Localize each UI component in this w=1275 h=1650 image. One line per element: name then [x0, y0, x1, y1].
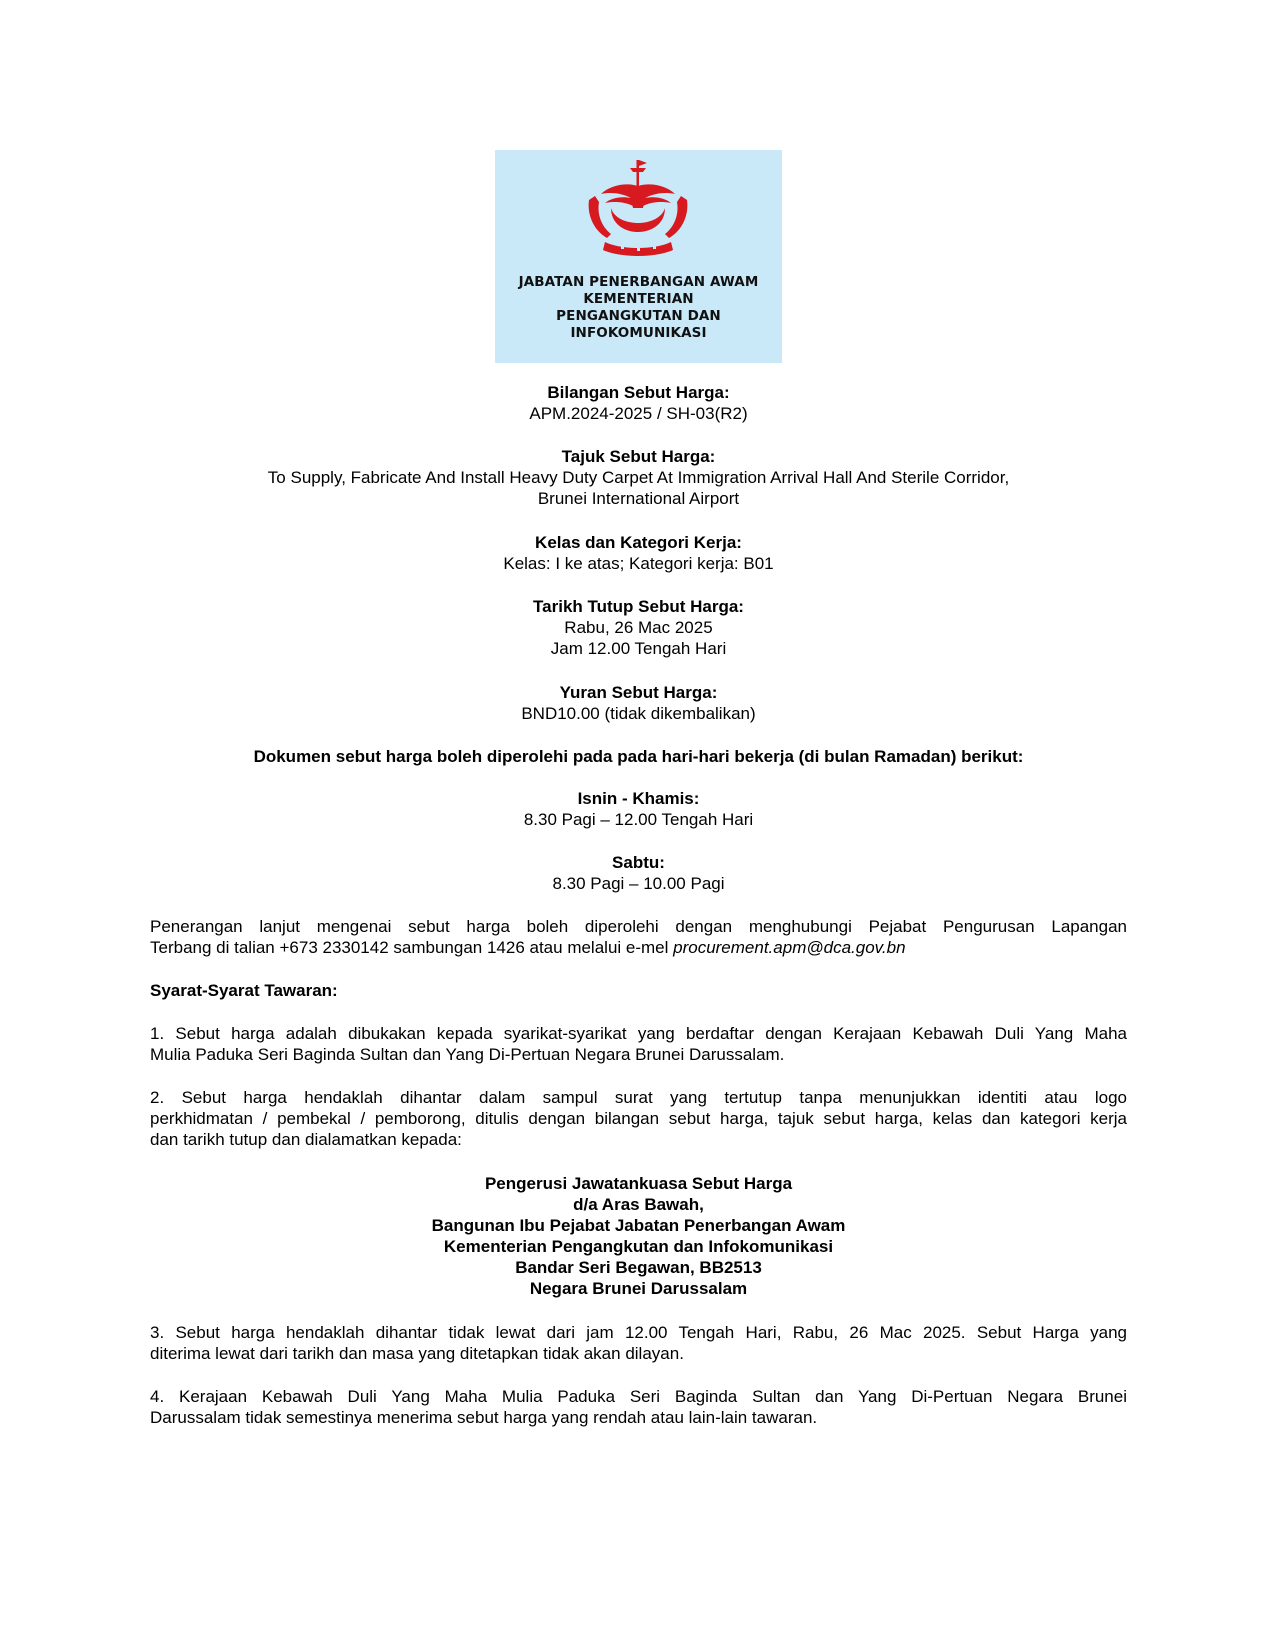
address-line: Kementerian Pengangkutan dan Infokomunikasi: [443, 1237, 834, 1256]
quotation-title-line: To Supply, Fabricate And Install Heavy Duty Carpet At Immigration Arrival Hall And Sterile Corridor,: [267, 468, 1010, 487]
address-line: Bandar Seri Begawan, BB2513: [515, 1258, 762, 1277]
fee-label: Yuran Sebut Harga:: [559, 683, 718, 702]
quotation-title-label: Tajuk Sebut Harga:: [561, 447, 716, 466]
terms-heading: [150, 980, 1127, 1001]
contact-info-line: Penerangan lanjut mengenai sebut harga boleh diperolehi dengan menghubungi Pejabat Pengurusan Lapangan: [150, 917, 1127, 936]
term-line: diterima lewat dari tarikh dan masa yang ditetapkan tidak akan dilayan.: [150, 1344, 684, 1363]
term-line: 1. Sebut harga adalah dibukakan kepada syarikat-syarikat yang berdaftar dengan Kerajaan Kebawah Duli Yang Maha: [150, 1024, 1127, 1043]
email-link[interactable]: procurement.apm@dca.gov.bn: [673, 938, 906, 957]
fee-value: BND10.00 (tidak dikembalikan): [521, 704, 756, 723]
closing-date-section: [150, 596, 1127, 659]
term-line: perkhidmatan / pembekal / pemborong, ditulis dengan bilangan sebut harga, tajuk sebut harga, kelas dan kategori kerja: [150, 1109, 1127, 1128]
saturday-hours: 8.30 Pagi – 10.00 Pagi: [552, 874, 725, 893]
closing-date-value: Rabu, 26 Mac 2025: [564, 618, 713, 637]
term-line: Darussalam tidak semestinya menerima sebut harga yang rendah atau lain-lain tawaran.: [150, 1408, 818, 1427]
class-category-value: Kelas: I ke atas; Kategori kerja: B01: [503, 554, 774, 573]
contact-info-line: Terbang di talian +673 2330142 sambungan 1426 atau melalui e-mel: [150, 938, 674, 957]
term-4: [150, 1386, 1127, 1428]
department-logo: [495, 150, 782, 363]
address-line: Negara Brunei Darussalam: [529, 1279, 748, 1298]
closing-time-value: Jam 12.00 Tengah Hari: [550, 639, 727, 658]
org-line: KEMENTERIAN: [583, 291, 694, 307]
availability-text: Dokumen sebut harga boleh diperolehi pada pada hari-hari bekerja (di bulan Ramadan) berikut:: [253, 747, 1024, 766]
quotation-number-label: Bilangan Sebut Harga:: [547, 383, 730, 402]
class-category-section: [150, 532, 1127, 574]
saturday-hours-section: [150, 852, 1127, 894]
term-line: 2. Sebut harga hendaklah dihantar dalam sampul surat yang tertutup tanpa menunjukkan identiti atau logo: [150, 1088, 1127, 1107]
term-line: 4. Kerajaan Kebawah Duli Yang Maha Mulia Paduka Seri Baginda Sultan dan Yang Di-Pertuan Negara Brunei: [150, 1387, 1127, 1406]
term-1: [150, 1023, 1127, 1065]
brunei-crest-icon: [581, 156, 696, 266]
weekday-hours: 8.30 Pagi – 12.00 Tengah Hari: [523, 810, 754, 829]
address-block: [150, 1173, 1127, 1299]
org-line: INFOKOMUNIKASI: [570, 325, 707, 341]
quotation-number-value: APM.2024-2025 / SH-03(R2): [529, 404, 748, 423]
term-line: Mulia Paduka Seri Baginda Sultan dan Yang Di-Pertuan Negara Brunei Darussalam.: [150, 1045, 785, 1064]
class-category-label: Kelas dan Kategori Kerja:: [535, 533, 742, 552]
terms-heading-text: Syarat-Syarat Tawaran:: [150, 981, 338, 1000]
fee-section: [150, 682, 1127, 724]
term-3: [150, 1322, 1127, 1364]
term-2: [150, 1087, 1127, 1150]
saturday-label: Sabtu:: [612, 853, 665, 872]
availability-statement: [150, 746, 1127, 767]
address-line: Pengerusi Jawatankuasa Sebut Harga: [484, 1174, 793, 1193]
org-line: PENGANGKUTAN DAN: [556, 308, 721, 324]
address-line: Bangunan Ibu Pejabat Jabatan Penerbangan Awam: [431, 1216, 846, 1235]
quotation-title-section: [150, 446, 1127, 509]
weekday-hours-section: [150, 788, 1127, 830]
quotation-title-line: Brunei International Airport: [537, 489, 740, 508]
term-line: dan tarikh tutup dan dialamatkan kepada:: [150, 1130, 462, 1149]
weekday-label: Isnin - Khamis:: [577, 789, 700, 808]
address-line: d/a Aras Bawah,: [573, 1195, 704, 1214]
term-line: 3. Sebut harga hendaklah dihantar tidak lewat dari jam 12.00 Tengah Hari, Rabu, 26 Mac 2025. Sebut Harga yang: [150, 1323, 1127, 1342]
org-line: JABATAN PENERBANGAN AWAM: [518, 274, 759, 290]
contact-info-paragraph: [150, 916, 1127, 958]
closing-date-label: Tarikh Tutup Sebut Harga:: [533, 597, 744, 616]
quotation-number-section: [150, 382, 1127, 424]
department-name: [495, 274, 782, 342]
